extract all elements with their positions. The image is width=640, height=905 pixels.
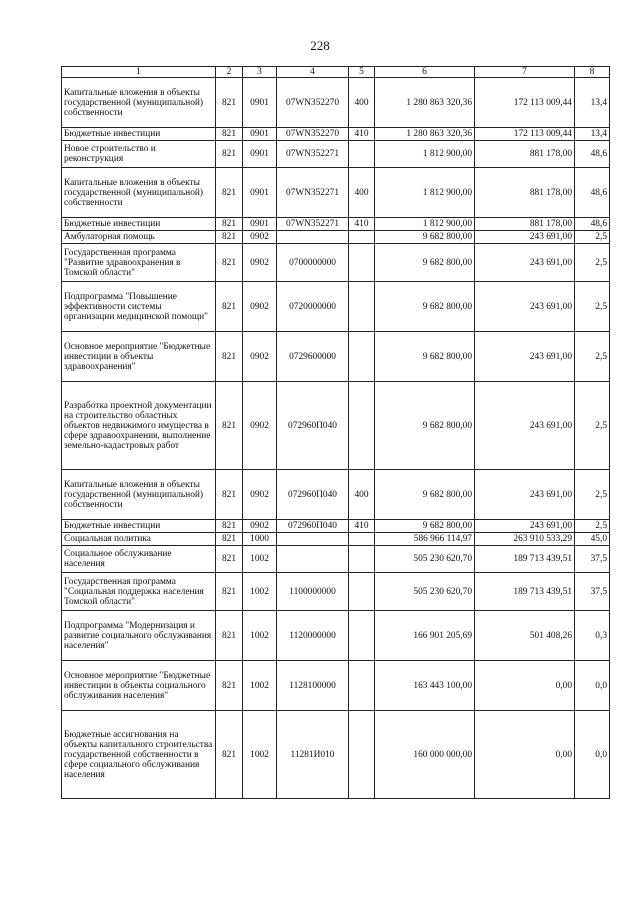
row-name: Бюджетные инвестиции [62, 218, 216, 231]
target-item-code: 1128100000 [277, 661, 349, 711]
planned-amount: 505 230 620,70 [375, 546, 475, 573]
execution-percent: 2,5 [575, 332, 610, 382]
target-item-code: 0729600000 [277, 332, 349, 382]
table-row [62, 332, 610, 382]
actual-amount: 881 178,00 [475, 141, 575, 168]
ministry-code: 821 [216, 520, 243, 533]
row-name: Государственная программа "Социальная поддержка населения Томской области" [62, 573, 216, 611]
actual-amount: 243 691,00 [475, 470, 575, 520]
expense-type-code [349, 244, 375, 282]
table-row [62, 231, 610, 244]
column-number-4: 4 [277, 67, 349, 78]
row-name: Бюджетные ассигнования на объекты капитального строительства государственной собственности в сфере социального обслуживания населения [62, 711, 216, 799]
planned-amount: 1 280 863 320,36 [375, 128, 475, 141]
ministry-code: 821 [216, 711, 243, 799]
column-number-1: 1 [62, 67, 216, 78]
planned-amount: 160 000 000,00 [375, 711, 475, 799]
ministry-code: 821 [216, 661, 243, 711]
target-item-code: 0720000000 [277, 282, 349, 332]
table-row [62, 128, 610, 141]
execution-percent: 2,5 [575, 382, 610, 470]
ministry-code: 821 [216, 282, 243, 332]
expense-type-code [349, 711, 375, 799]
execution-percent: 13,4 [575, 128, 610, 141]
expense-type-code [349, 231, 375, 244]
planned-amount: 586 966 114,97 [375, 533, 475, 546]
actual-amount: 501 408,26 [475, 611, 575, 661]
ministry-code: 821 [216, 611, 243, 661]
expense-type-code [349, 382, 375, 470]
expense-type-code: 400 [349, 470, 375, 520]
column-number-8: 8 [575, 67, 610, 78]
expense-type-code: 400 [349, 168, 375, 218]
ministry-code: 821 [216, 128, 243, 141]
target-item-code: 07WN352271 [277, 141, 349, 168]
target-item-code: 07WN352271 [277, 218, 349, 231]
table-row [62, 611, 610, 661]
execution-percent: 2,5 [575, 470, 610, 520]
table-row [62, 244, 610, 282]
target-item-code: 07WN352270 [277, 128, 349, 141]
table-row [62, 711, 610, 799]
table-row [62, 382, 610, 470]
execution-percent: 48,6 [575, 141, 610, 168]
section-code: 0902 [243, 282, 277, 332]
planned-amount: 9 682 800,00 [375, 332, 475, 382]
planned-amount: 9 682 800,00 [375, 470, 475, 520]
planned-amount: 1 280 863 320,36 [375, 78, 475, 128]
row-name: Основное мероприятие "Бюджетные инвестиции в объекты здравоохранения" [62, 332, 216, 382]
table-row [62, 533, 610, 546]
actual-amount: 0,00 [475, 711, 575, 799]
table-row [62, 661, 610, 711]
section-code: 0901 [243, 168, 277, 218]
ministry-code: 821 [216, 573, 243, 611]
planned-amount: 1 812 900,00 [375, 218, 475, 231]
ministry-code: 821 [216, 332, 243, 382]
expense-type-code: 410 [349, 520, 375, 533]
target-item-code: 072960П040 [277, 520, 349, 533]
section-code: 0901 [243, 128, 277, 141]
ministry-code: 821 [216, 168, 243, 218]
column-number-6: 6 [375, 67, 475, 78]
row-name: Основное мероприятие "Бюджетные инвестиции в объекты социального обслуживания населения" [62, 661, 216, 711]
section-code: 0902 [243, 244, 277, 282]
page-number: 228 [310, 38, 330, 53]
planned-amount: 9 682 800,00 [375, 382, 475, 470]
target-item-code: 072960П040 [277, 470, 349, 520]
column-number-row [62, 67, 610, 78]
row-name: Капитальные вложения в объекты государственной (муниципальной) собственности [62, 168, 216, 218]
execution-percent: 2,5 [575, 244, 610, 282]
table-row [62, 78, 610, 128]
target-item-code [277, 231, 349, 244]
execution-percent: 45,0 [575, 533, 610, 546]
section-code: 1000 [243, 533, 277, 546]
row-name: Капитальные вложения в объекты государственной (муниципальной) собственности [62, 470, 216, 520]
expense-type-code [349, 611, 375, 661]
section-code: 0901 [243, 78, 277, 128]
execution-percent: 2,5 [575, 231, 610, 244]
row-name: Подпрограмма "Повышение эффективности системы организации медицинской помощи" [62, 282, 216, 332]
target-item-code: 11281И010 [277, 711, 349, 799]
expense-type-code [349, 661, 375, 711]
table-row [62, 520, 610, 533]
section-code: 0902 [243, 382, 277, 470]
target-item-code: 0700000000 [277, 244, 349, 282]
table-row [62, 168, 610, 218]
ministry-code: 821 [216, 78, 243, 128]
execution-percent: 0,0 [575, 661, 610, 711]
row-name: Подпрограмма "Модернизация и развитие социального обслуживания населения" [62, 611, 216, 661]
section-code: 1002 [243, 546, 277, 573]
table-row [62, 218, 610, 231]
planned-amount: 9 682 800,00 [375, 282, 475, 332]
expense-type-code: 400 [349, 78, 375, 128]
row-name: Государственная программа "Развитие здравоохранения в Томской области" [62, 244, 216, 282]
row-name: Социальная политика [62, 533, 216, 546]
expense-type-code: 410 [349, 218, 375, 231]
budget-table [61, 66, 610, 799]
column-number-2: 2 [216, 67, 243, 78]
actual-amount: 172 113 009,44 [475, 78, 575, 128]
expense-type-code [349, 546, 375, 573]
column-number-5: 5 [349, 67, 375, 78]
ministry-code: 821 [216, 141, 243, 168]
planned-amount: 1 812 900,00 [375, 168, 475, 218]
execution-percent: 0,0 [575, 711, 610, 799]
actual-amount: 243 691,00 [475, 244, 575, 282]
target-item-code [277, 533, 349, 546]
column-number-7: 7 [475, 67, 575, 78]
target-item-code: 1120000000 [277, 611, 349, 661]
actual-amount: 243 691,00 [475, 382, 575, 470]
row-name: Амбулаторная помощь [62, 231, 216, 244]
planned-amount: 9 682 800,00 [375, 231, 475, 244]
actual-amount: 0,00 [475, 661, 575, 711]
table-row [62, 470, 610, 520]
expense-type-code [349, 533, 375, 546]
section-code: 0901 [243, 218, 277, 231]
row-name: Новое строительство и реконструкция [62, 141, 216, 168]
actual-amount: 243 691,00 [475, 332, 575, 382]
ministry-code: 821 [216, 218, 243, 231]
target-item-code: 072960П040 [277, 382, 349, 470]
row-name: Бюджетные инвестиции [62, 128, 216, 141]
expense-type-code [349, 141, 375, 168]
target-item-code: 07WN352271 [277, 168, 349, 218]
actual-amount: 189 713 439,51 [475, 546, 575, 573]
actual-amount: 243 691,00 [475, 520, 575, 533]
section-code: 0902 [243, 520, 277, 533]
section-code: 1002 [243, 611, 277, 661]
planned-amount: 505 230 620,70 [375, 573, 475, 611]
target-item-code: 1100000000 [277, 573, 349, 611]
actual-amount: 243 691,00 [475, 282, 575, 332]
table-row [62, 546, 610, 573]
ministry-code: 821 [216, 231, 243, 244]
actual-amount: 881 178,00 [475, 168, 575, 218]
section-code: 1002 [243, 573, 277, 611]
section-code: 0902 [243, 470, 277, 520]
actual-amount: 189 713 439,51 [475, 573, 575, 611]
row-name: Разработка проектной документации на строительство областных объектов недвижимого имущества в сфере здравоохранения, выполнение земельно-кадастровых работ [62, 382, 216, 470]
row-name: Капитальные вложения в объекты государственной (муниципальной) собственности [62, 78, 216, 128]
execution-percent: 0,3 [575, 611, 610, 661]
table-row [62, 573, 610, 611]
expense-type-code [349, 332, 375, 382]
planned-amount: 9 682 800,00 [375, 244, 475, 282]
actual-amount: 172 113 009,44 [475, 128, 575, 141]
ministry-code: 821 [216, 546, 243, 573]
planned-amount: 163 443 100,00 [375, 661, 475, 711]
execution-percent: 48,6 [575, 218, 610, 231]
execution-percent: 13,4 [575, 78, 610, 128]
section-code: 1002 [243, 711, 277, 799]
execution-percent: 48,6 [575, 168, 610, 218]
actual-amount: 881 178,00 [475, 218, 575, 231]
execution-percent: 2,5 [575, 282, 610, 332]
planned-amount: 166 901 205,69 [375, 611, 475, 661]
expense-type-code: 410 [349, 128, 375, 141]
execution-percent: 37,5 [575, 573, 610, 611]
target-item-code: 07WN352270 [277, 78, 349, 128]
table-row [62, 141, 610, 168]
section-code: 0902 [243, 332, 277, 382]
row-name: Бюджетные инвестиции [62, 520, 216, 533]
table-body [62, 78, 610, 799]
execution-percent: 2,5 [575, 520, 610, 533]
actual-amount: 263 910 533,29 [475, 533, 575, 546]
target-item-code [277, 546, 349, 573]
actual-amount: 243 691,00 [475, 231, 575, 244]
section-code: 1002 [243, 661, 277, 711]
table-row [62, 282, 610, 332]
planned-amount: 1 812 900,00 [375, 141, 475, 168]
ministry-code: 821 [216, 533, 243, 546]
ministry-code: 821 [216, 382, 243, 470]
column-number-3: 3 [243, 67, 277, 78]
row-name: Социальное обслуживание населения [62, 546, 216, 573]
expense-type-code [349, 573, 375, 611]
section-code: 0902 [243, 231, 277, 244]
planned-amount: 9 682 800,00 [375, 520, 475, 533]
ministry-code: 821 [216, 470, 243, 520]
ministry-code: 821 [216, 244, 243, 282]
section-code: 0901 [243, 141, 277, 168]
expense-type-code [349, 282, 375, 332]
execution-percent: 37,5 [575, 546, 610, 573]
